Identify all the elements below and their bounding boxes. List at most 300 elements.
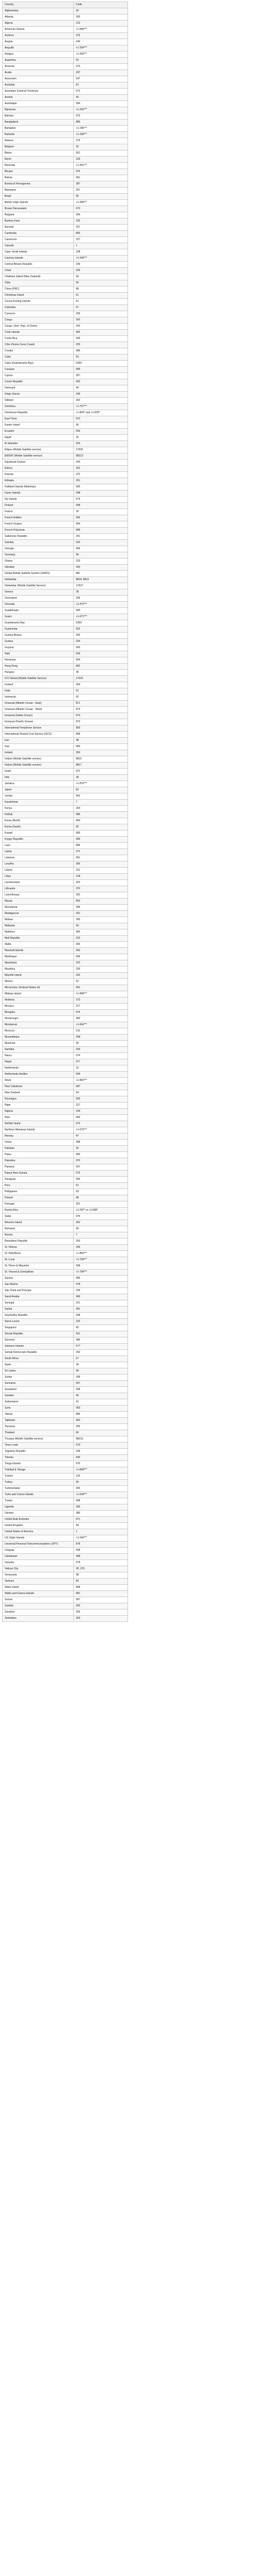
country-code-cell: 377 [74,1004,128,1010]
table-row [3,1418,128,1424]
country-name-cell: Denmark [3,385,74,392]
country-code-cell: 91 [74,688,128,694]
country-code-cell: 39, 379 [74,1566,128,1572]
country-name-cell: Mauritania [3,960,74,967]
table-row [3,1424,128,1430]
country-name-cell: Romania [3,1226,74,1232]
table-row [3,144,128,150]
country-code-cell: 250 [74,1239,128,1245]
country-name-cell: Bahamas [3,107,74,113]
country-code-cell: 976 [74,1010,128,1016]
table-row [3,1443,128,1449]
country-code-cell: 370 [74,886,128,892]
country-code-cell: 17625 [74,447,128,453]
country-name-cell: Norfolk Island [3,1121,74,1127]
country-code-cell: 265 [74,917,128,923]
table-row [3,1059,128,1065]
country-code-cell: 53 [74,354,128,361]
country-name-cell: Ethiopia [3,478,74,484]
country-code-cell: 596 [74,954,128,960]
country-code-cell: 853 [74,899,128,905]
table-row [3,923,128,929]
country-name-cell: Belgium [3,144,74,150]
table-row [3,1208,128,1214]
country-code-cell: +1-268*** [74,132,128,138]
country-code-cell: 232 [74,1319,128,1325]
table-row [3,256,128,262]
country-code-cell: 290 [74,1245,128,1251]
country-name-cell: Mozambique [3,1035,74,1041]
country-name-cell: Malta [3,942,74,948]
country-name-cell: Chatham Island (New Zealand) [3,274,74,280]
table-row [3,1288,128,1294]
table-row [3,1591,128,1597]
country-code-cell: 351 [74,1201,128,1208]
country-name-cell: Argentina [3,58,74,64]
country-name-cell: Kyrgyz Republic [3,837,74,843]
table-row [3,892,128,899]
table-row [3,1103,128,1109]
country-name-cell: Universal Personal Telecommunications (UPT) [3,1541,74,1548]
table-row [3,633,128,639]
country-name-cell: Ascension [3,76,74,82]
country-code-cell: 800 [74,725,128,732]
country-code-cell: 382 [74,1016,128,1022]
country-code-cell: 40 [74,1226,128,1232]
table-row [3,719,128,725]
country-code-cell: 998 [74,1554,128,1560]
country-code-cell: 690 [74,1455,128,1461]
country-code-cell: 852 [74,664,128,670]
country-name-cell: Wallis and Futuna Islands [3,1591,74,1597]
country-code-cell: 253 [74,398,128,404]
country-name-cell: Greece [3,589,74,596]
country-code-cell: 358 [74,503,128,509]
table-row [3,1498,128,1504]
table-row [3,280,128,286]
country-code-cell: 681 [74,1591,128,1597]
country-code-cell: 65 [74,1325,128,1331]
country-code-cell: +1-868*** [74,1467,128,1473]
table-row [3,589,128,596]
table-row [3,1127,128,1133]
table-row [3,348,128,354]
country-name-cell: Eritrea [3,466,74,472]
country-code-cell: 504 [74,657,128,664]
table-row [3,1109,128,1115]
country-name-cell: Hungary [3,670,74,676]
country-name-cell: Trinidad & Tobago [3,1467,74,1473]
country-code-cell: 878 [74,1541,128,1548]
table-row [3,218,128,225]
table-row [3,1016,128,1022]
table-row [3,1387,128,1393]
table-row [3,1350,128,1356]
country-code-cell: 996 [74,837,128,843]
country-name-cell: United Arab Emirates [3,1517,74,1523]
country-code-cell: 973 [74,113,128,120]
country-name-cell: Angola [3,39,74,45]
country-code-cell: 291 [74,466,128,472]
country-code-cell: 599 [74,1072,128,1078]
country-code-cell: 221 [74,1300,128,1307]
table-row [3,546,128,552]
country-name-cell: Easter Island [3,422,74,429]
country-name-cell: Liechtenstein [3,880,74,886]
country-code-cell: 880 [74,120,128,126]
country-name-cell: Lithuania [3,886,74,892]
country-code-cell: 260 [74,1603,128,1609]
country-code-cell: 354 [74,682,128,688]
table-row [3,732,128,738]
table-row [3,188,128,194]
country-name-cell: Tunisia [3,1473,74,1480]
table-row [3,311,128,317]
country-code-cell: 254 [74,806,128,812]
table-row [3,441,128,447]
table-row [3,1239,128,1245]
country-name-cell: Cambodia [3,231,74,237]
country-code-cell: 591 [74,175,128,181]
table-row [3,398,128,404]
country-name-cell: Belize [3,150,74,157]
table-row [3,1492,128,1498]
country-code-cell: 81 [74,787,128,793]
country-name-cell: Guam [3,614,74,620]
country-name-cell: Thailand [3,1430,74,1436]
country-code-cell: 242 [74,317,128,324]
table-row [3,132,128,138]
country-code-cell: 886 [74,1412,128,1418]
country-code-cell: 45 [74,385,128,392]
country-name-cell: Guadeloupe [3,608,74,614]
country-code-cell: 352 [74,892,128,899]
country-name-cell: Russia [3,1232,74,1239]
table-row [3,95,128,101]
table-row [3,1399,128,1405]
table-row [3,1461,128,1467]
country-code-cell: 224 [74,639,128,645]
country-code-cell: 247 [74,76,128,82]
country-code-cell: 993 [74,1486,128,1492]
country-name-cell: Switzerland [3,1399,74,1405]
table-row [3,200,128,206]
country-code-cell: 20 [74,435,128,441]
country-name-cell: Macao [3,899,74,905]
table-row [3,249,128,256]
country-name-cell: Serbia [3,1307,74,1313]
country-name-cell: Bahrain [3,113,74,120]
country-code-cell: 84 [74,1579,128,1585]
country-name-cell: Georgia [3,546,74,552]
table-row [3,1603,128,1609]
table-row [3,1189,128,1195]
table-row [3,1084,128,1090]
table-row [3,138,128,144]
country-code-cell: 241 [74,534,128,540]
country-name-cell: Costa Rica [3,336,74,342]
country-name-cell: Taiwan [3,1412,74,1418]
table-row [3,466,128,472]
table-row [3,787,128,793]
country-name-cell: Vietnam [3,1579,74,1585]
country-name-cell: Mongolia [3,1010,74,1016]
table-row [3,163,128,169]
country-code-cell: 873 [74,713,128,719]
table-row [3,1232,128,1239]
header-country-cell: Country [3,2,74,8]
table-row [3,435,128,441]
country-name-cell: St. Pierre & Miquelon [3,1263,74,1269]
country-code-cell: 236 [74,262,128,268]
table-row [3,1455,128,1461]
country-code-cell: 974 [74,1214,128,1220]
country-name-cell: Barbuda [3,132,74,138]
country-name-cell: Germany [3,552,74,558]
country-code-cell: 30 [74,589,128,596]
country-code-cell: +1-684*** [74,27,128,33]
country-name-cell: Antigua [3,52,74,58]
table-row [3,1337,128,1344]
country-code-cell: 263 [74,1616,128,1622]
country-code-cell: 506 [74,336,128,342]
country-code-cell: 48 [74,1195,128,1201]
country-code-cell: 881 [74,571,128,577]
table-row [3,1307,128,1313]
country-code-cell: 376 [74,33,128,39]
table-row [3,1368,128,1375]
country-name-cell: Japan [3,787,74,793]
table-row [3,490,128,497]
country-name-cell: Cuba (Guantanamo Bay) [3,361,74,367]
table-row [3,392,128,398]
table-row [3,126,128,132]
table-row [3,194,128,200]
country-name-cell: Vanuatu [3,1560,74,1566]
table-row [3,76,128,82]
country-code-cell: 34 [74,1362,128,1368]
country-name-cell: Chad [3,268,74,274]
country-name-cell: Sweden [3,1393,74,1399]
country-name-cell: Guyana [3,645,74,651]
country-name-cell: French Antilles [3,515,74,521]
country-code-cell: 353 [74,750,128,756]
country-name-cell: Guatemala [3,626,74,633]
country-name-cell: Haiti [3,651,74,657]
country-code-cell: 505 [74,1096,128,1103]
table-row [3,243,128,249]
table-row [3,688,128,694]
table-row [3,1381,128,1387]
table-row [3,1072,128,1078]
country-name-cell: Martinique [3,954,74,960]
country-name-cell: Jordan [3,793,74,800]
country-name-cell: Bermuda [3,163,74,169]
country-code-cell: +1-284*** [74,200,128,206]
country-name-cell: Grenada [3,602,74,608]
country-code-cell: 8817 [74,762,128,769]
country-name-cell: Jamaica [3,781,74,787]
table-row [3,101,128,107]
table-row [3,948,128,954]
country-code-cell: 350 [74,565,128,571]
country-name-cell: Brunei Darussalam [3,206,74,212]
table-row [3,1220,128,1226]
table-row [3,305,128,311]
country-name-cell: Senegal [3,1300,74,1307]
table-row [3,750,128,756]
country-code-cell: 17625 [74,676,128,682]
country-code-cell: 372 [74,472,128,478]
table-row [3,1047,128,1053]
table-row [3,1263,128,1269]
table-row [3,385,128,392]
table-row [3,571,128,577]
country-name-cell: Congo [3,317,74,324]
country-code-cell: 966 [74,1294,128,1300]
country-name-cell: Uzbekistan [3,1554,74,1560]
country-name-cell: St. Lucia [3,1257,74,1263]
table-row [3,169,128,175]
country-name-cell: Zimbabwe [3,1616,74,1622]
table-row [3,1152,128,1158]
country-code-cell: 262 [74,973,128,979]
country-codes-table-body [3,2,128,1622]
country-name-cell: Austria [3,95,74,101]
country-name-cell: ICO Global (Mobile Satellite Service) [3,676,74,682]
country-name-cell: Turks and Caicos Islands [3,1492,74,1498]
country-name-cell: Bosnia & Herzegovina [3,181,74,188]
country-name-cell: St. Kitts/Nevis [3,1251,74,1257]
country-code-cell: 222 [74,960,128,967]
country-code-cell: 677 [74,1344,128,1350]
table-row [3,120,128,126]
table-row [3,1096,128,1103]
table-row [3,1356,128,1362]
country-code-cell: 685 [74,1276,128,1282]
country-code-cell: 262 [74,1220,128,1226]
country-code-cell: 88213 [74,453,128,460]
country-name-cell: Timor Leste [3,1443,74,1449]
country-name-cell: El Salvador [3,441,74,447]
country-code-cell: 267 [74,188,128,194]
country-name-cell: Burundi [3,225,74,231]
country-name-cell: Vatican City [3,1566,74,1572]
country-name-cell: Venezuela [3,1572,74,1579]
table-row [3,942,128,948]
country-name-cell: Andorra [3,33,74,39]
table-row [3,293,128,299]
country-name-cell: Kenya [3,806,74,812]
country-code-cell: 509 [74,651,128,657]
country-name-cell: Netherlands [3,1065,74,1072]
table-row [3,1140,128,1146]
country-name-cell: British Virgin Islands [3,200,74,206]
country-name-cell: Libya [3,874,74,880]
country-code-cell: 672 [74,1121,128,1127]
country-name-cell: Laos [3,843,74,849]
country-name-cell: Turkey [3,1480,74,1486]
country-code-cell: 371 [74,849,128,855]
table-row [3,1245,128,1251]
table-row [3,1480,128,1486]
country-name-cell: Morocco [3,1028,74,1035]
country-name-cell: Dominican Republic [3,410,74,416]
country-name-cell: Nauru [3,1053,74,1059]
country-name-cell: Colombia [3,305,74,311]
country-name-cell: Malaysia [3,923,74,929]
country-name-cell: Ireland [3,750,74,756]
country-code-cell: 673 [74,206,128,212]
country-name-cell: Central African Republic [3,262,74,268]
country-code-cell: 508 [74,1263,128,1269]
country-name-cell: Ukraine [3,1511,74,1517]
table-row [3,52,128,58]
country-code-cell: 386 [74,1337,128,1344]
country-code-cell: 970 [74,1158,128,1164]
table-row [3,1609,128,1616]
country-code-cell: +1-670*** [74,1127,128,1133]
country-name-cell: Korea (North) [3,818,74,824]
country-code-cell: 855 [74,231,128,237]
country-name-cell: Solomon Islands [3,1344,74,1350]
country-name-cell: Cayman Islands [3,256,74,262]
table-row [3,1467,128,1473]
country-code-cell: 1 [74,243,128,249]
table-row [3,682,128,688]
country-code-cell: +1-671*** [74,614,128,620]
table-row [3,410,128,416]
country-name-cell: Albania [3,14,74,21]
country-name-cell: Suriname [3,1381,74,1387]
country-code-cell: 27 [74,1356,128,1362]
country-code-cell: 299 [74,596,128,602]
country-name-cell: Afghanistan [3,8,74,14]
table-row [3,911,128,917]
table-row [3,1579,128,1585]
country-code-cell: 676 [74,1461,128,1467]
table-row [3,379,128,385]
country-name-cell: Sri Lanka [3,1368,74,1375]
country-code-cell: 686 [74,812,128,818]
table-row [3,509,128,515]
table-row [3,262,128,268]
country-code-cell: 356 [74,942,128,948]
country-code-cell: 595 [74,1177,128,1183]
country-code-cell: 7 [74,1232,128,1239]
country-code-cell: 503 [74,441,128,447]
country-code-cell: 240 [74,460,128,466]
country-code-cell: 679 [74,497,128,503]
country-name-cell: Montserrat [3,1022,74,1028]
country-code-cell: 5399 [74,620,128,626]
country-code-cell: 61 [74,293,128,299]
table-row [3,1146,128,1152]
table-row [3,626,128,633]
table-row [3,175,128,181]
country-code-cell: 672 [74,89,128,95]
country-name-cell: Saudi Arabia [3,1294,74,1300]
country-name-cell: Burkina Faso [3,218,74,225]
country-name-cell: Philippines [3,1189,74,1195]
country-name-cell: Canada [3,243,74,249]
country-name-cell: Fiji Islands [3,497,74,503]
country-name-cell: Cuba [3,354,74,361]
country-name-cell: Malawi [3,917,74,923]
country-code-cell: 61 [74,299,128,305]
country-code-cell: 359 [74,212,128,218]
country-name-cell: Luxembourg [3,892,74,899]
